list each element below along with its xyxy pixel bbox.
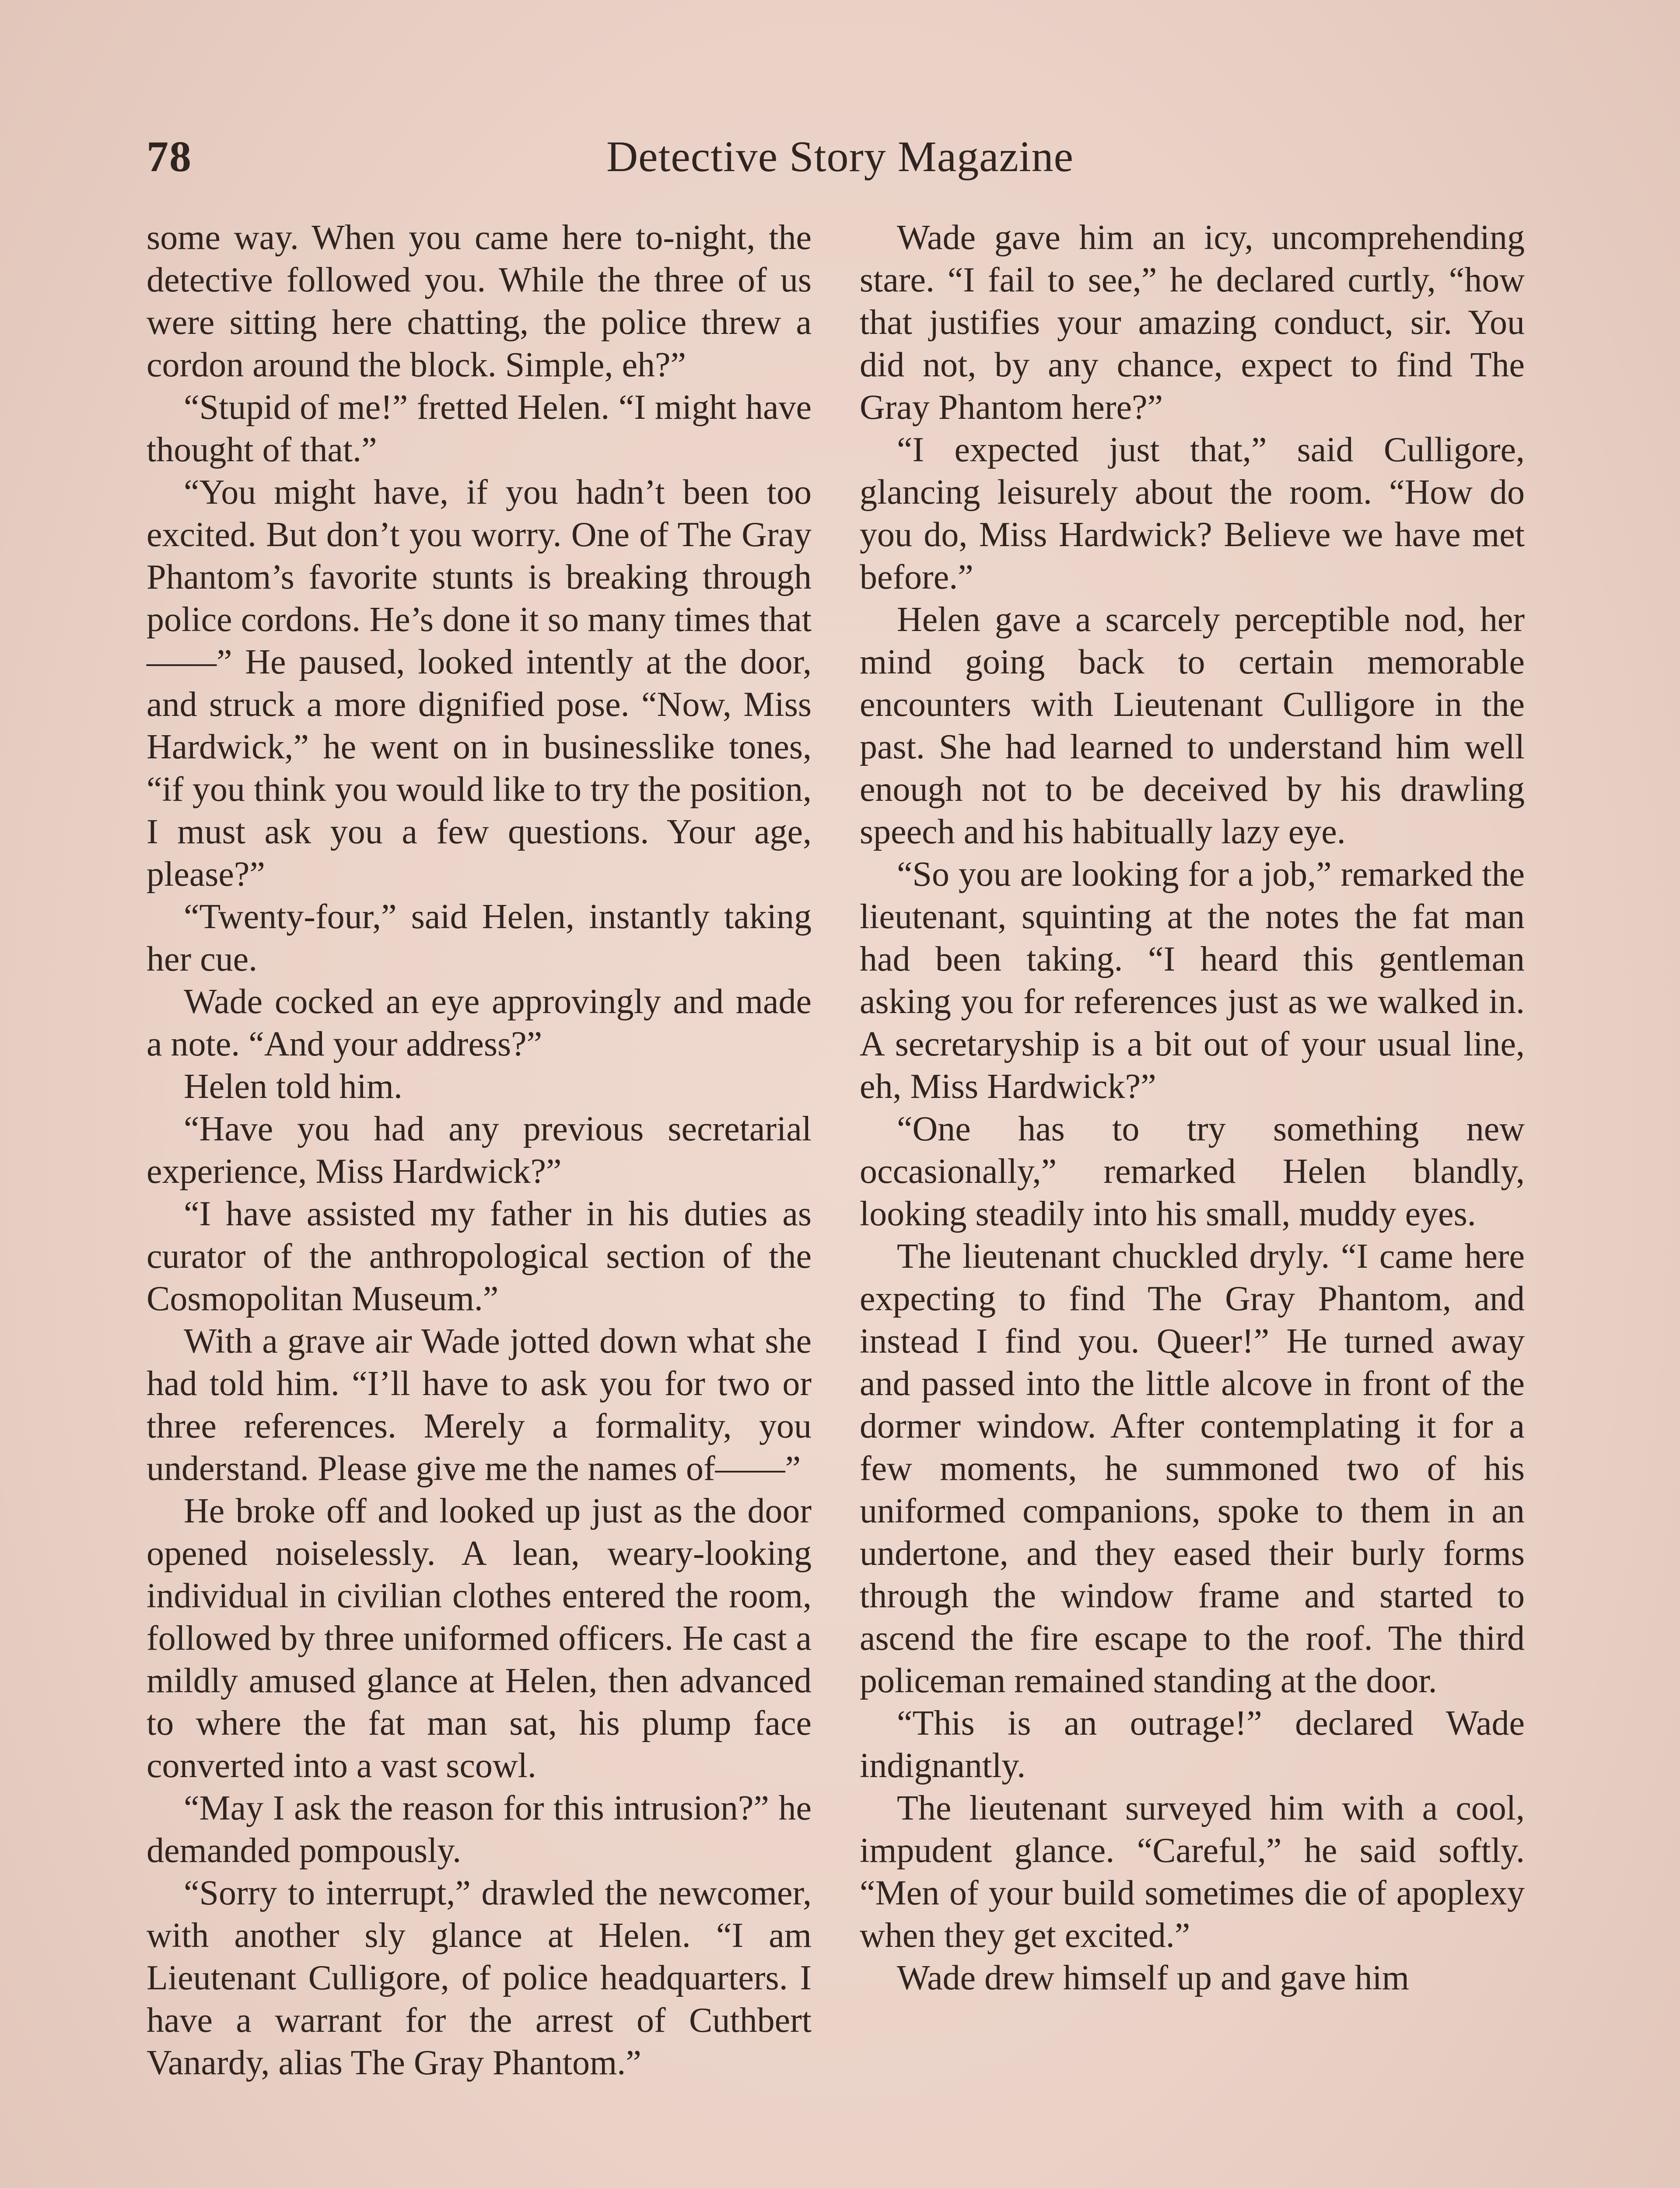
paragraph: “Sorry to interrupt,” drawled the newcomer, with another sly glance at Helen. “I am Lieutenant Culligore, of police headquarters. I have a warrant for the arrest of Cuthbert Vanardy, alias The Gray Phantom.”	[147, 1874, 812, 2082]
paragraph: “Twenty-four,” said Helen, instantly taking her cue.	[147, 898, 812, 978]
paragraph: “So you are looking for a job,” remarked the lieutenant, squinting at the notes the fat man had been taking. “I heard this gentleman asking you for references just as we walked in. A secretaryship is a bit out of your usual line, eh, Miss Hardwick?”	[860, 855, 1525, 1106]
paragraph: “Have you had any previous secretarial experience, Miss Hardwick?”	[147, 1110, 812, 1191]
paragraph: some way. When you came here to-night, the detective followed you. While the three of us were sitting here chatting, the police threw a cordon around the block. Simple, eh?”	[147, 218, 812, 384]
paragraph: “I expected just that,” said Culligore, glancing leisurely about the room. “How do you do, Miss Hardwick? Believe we have met before.”	[860, 431, 1525, 596]
paragraph: With a grave air Wade jotted down what she had told him. “I’ll have to ask you for two or three references. Merely a formality, you understand. Please give me the names of——”	[147, 1322, 812, 1488]
magazine-title: Detective Story Magazine	[606, 132, 1074, 181]
paragraph: “One has to try something new occasionally,” remarked Helen blandly, looking steadily into his small, muddy eyes.	[860, 1110, 1525, 1233]
paragraph: The lieutenant chuckled dryly. “I came here expecting to find The Gray Phantom, and instead I find you. Queer!” He turned away and passed into the little alcove in front of the dormer window. After contemplating it for a few moments, he summoned two of his uniformed companions, spoke to them in an undertone, and they eased their burly forms through the window frame and started to ascend the fire escape to the roof. The third policeman remained standing at the door.	[860, 1237, 1525, 1700]
left-column	[147, 217, 812, 2084]
page-header	[147, 131, 1533, 193]
paragraph: Wade cocked an eye approvingly and made a note. “And your address?”	[147, 982, 812, 1063]
paragraph: He broke off and looked up just as the door opened noiselessly. A lean, weary-looking individual in civilian clothes entered the room, followed by three uniformed officers. He cast a mildly amused glance at Helen, then advanced to where the fat man sat, his plump face converted into a vast scowl.	[147, 1492, 812, 1785]
paragraph: Wade drew himself up and gave him	[897, 1959, 1409, 1997]
paragraph: “You might have, if you hadn’t been too excited. But don’t you worry. One of The Gray Phantom’s favorite stunts is breaking through police cordons. He’s done it so many times that——” He paused, looked intently at the door, and struck a more dignified pose. “Now, Miss Hardwick,” he went on in businesslike tones, “if you think you would like to try the position, I must ask you a few questions. Your age, please?”	[147, 473, 812, 894]
paragraph: Wade gave him an icy, uncomprehending stare. “I fail to see,” he declared curtly, “how that justifies your amazing conduct, sir. You did not, by any chance, expect to find The Gray Phantom here?”	[860, 218, 1525, 427]
paragraph: “May I ask the reason for this intrusion?” he demanded pompously.	[147, 1789, 812, 1870]
right-column	[860, 217, 1525, 1999]
paragraph: “This is an outrage!” declared Wade indignantly.	[860, 1704, 1525, 1785]
paragraph: “I have assisted my father in his duties as curator of the anthropological section of the Cosmopolitan Museum.”	[147, 1195, 812, 1318]
paragraph: Helen told him.	[184, 1067, 402, 1106]
page-number: 78	[147, 132, 192, 181]
paragraph: “Stupid of me!” fretted Helen. “I might have thought of that.”	[147, 388, 812, 469]
paragraph: The lieutenant surveyed him with a cool, impudent glance. “Careful,” he said softly. “Men of your build sometimes die of apoplexy when they get excited.”	[860, 1789, 1525, 1955]
paragraph: Helen gave a scarcely perceptible nod, her mind going back to certain memorable encounters with Lieutenant Culligore in the past. She had learned to understand him well enough not to be deceived by his drawling speech and his habitually lazy eye.	[860, 600, 1525, 851]
